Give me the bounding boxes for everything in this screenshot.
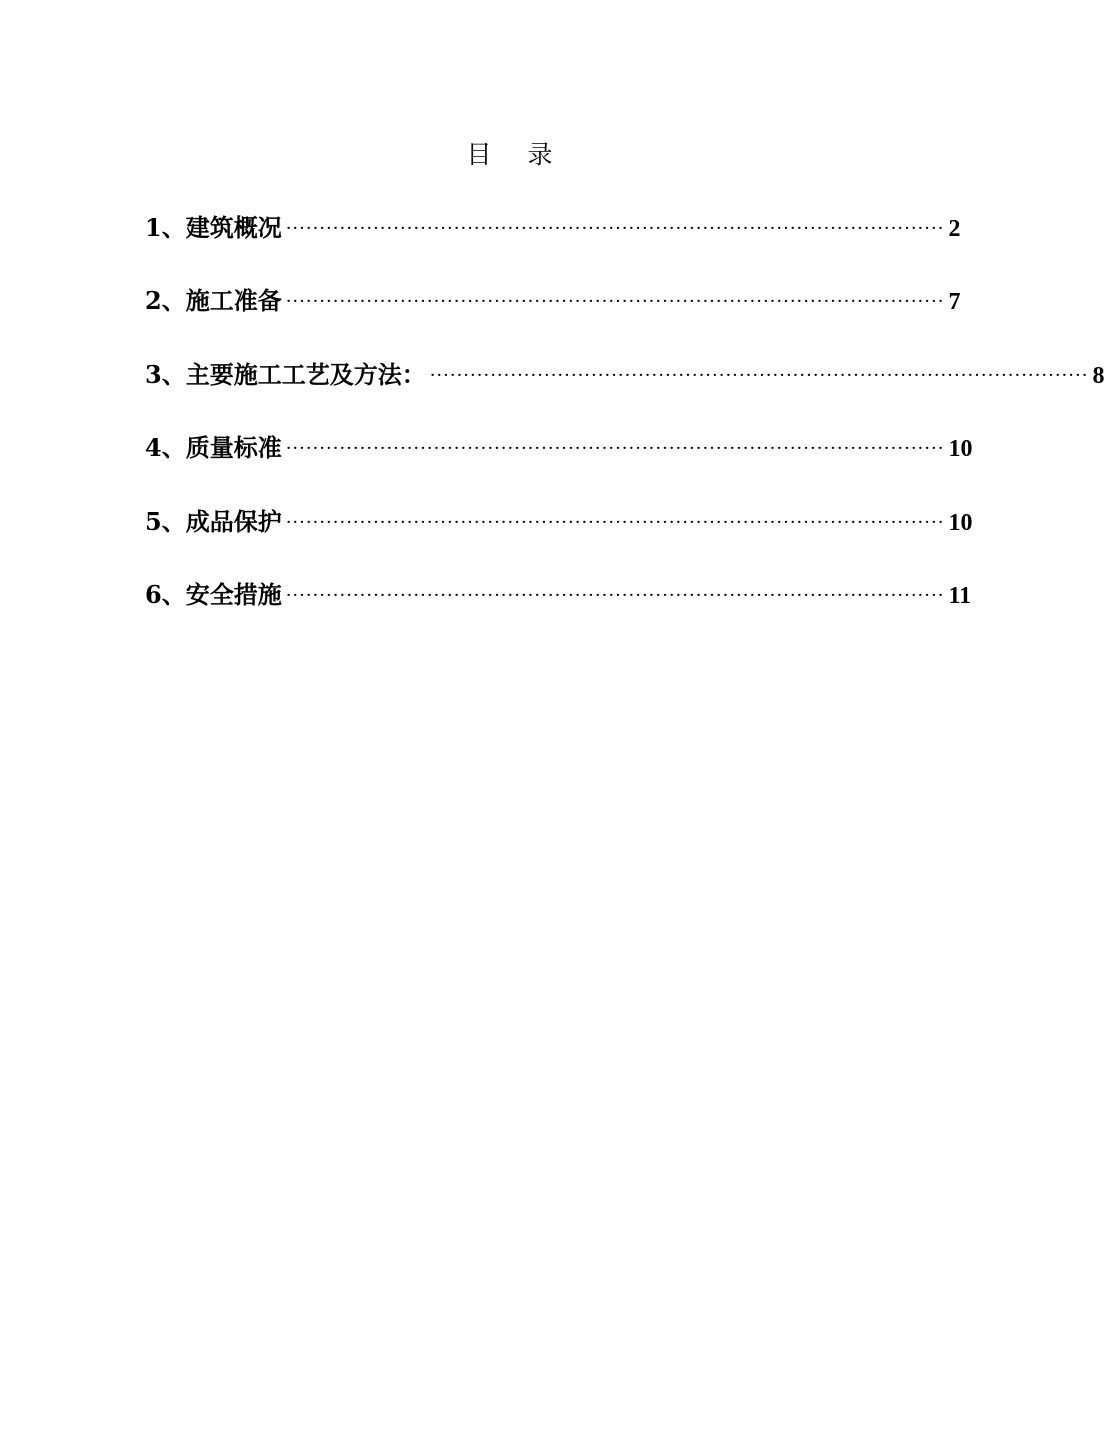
toc-entry-page: 7 xyxy=(948,289,961,316)
toc-entry-label: 6、安全措施 xyxy=(145,579,282,609)
toc-leader-dots: ·································································································· xyxy=(285,218,945,239)
toc-entry-page: 2 xyxy=(948,216,961,242)
toc-entry-page: 8 xyxy=(1092,362,1104,389)
toc-leader-dots: ·································································································· xyxy=(285,438,945,460)
toc-entry xyxy=(145,208,961,281)
toc-entry xyxy=(145,355,1104,428)
toc-entry xyxy=(145,428,973,501)
toc-entry-label: 4、质量标准 xyxy=(145,433,282,463)
toc-entry-label: 1、建筑概况 xyxy=(145,213,282,242)
toc-entry xyxy=(145,502,973,575)
toc-leader-dots: ·································································································· xyxy=(429,364,1089,386)
toc-entry-label: 5、成品保护 xyxy=(145,506,282,536)
toc-entry-page: 10 xyxy=(948,436,973,463)
toc-entry-label: 2、施工准备 xyxy=(145,286,282,316)
toc-leader-dots: ·································································································· xyxy=(285,584,945,606)
toc-title: 目录 xyxy=(466,140,589,169)
toc-entry-label: 3、主要施工工艺及方法： xyxy=(145,359,426,389)
toc-leader-dots: ·································································································· xyxy=(285,511,945,533)
toc-leader-dots: ·································································································· xyxy=(285,291,945,313)
toc-entry xyxy=(145,281,961,354)
toc-entry xyxy=(145,575,972,648)
toc-entry-page: 10 xyxy=(948,509,973,536)
toc-list xyxy=(145,208,1104,648)
toc-entry-page: 11 xyxy=(948,582,972,609)
